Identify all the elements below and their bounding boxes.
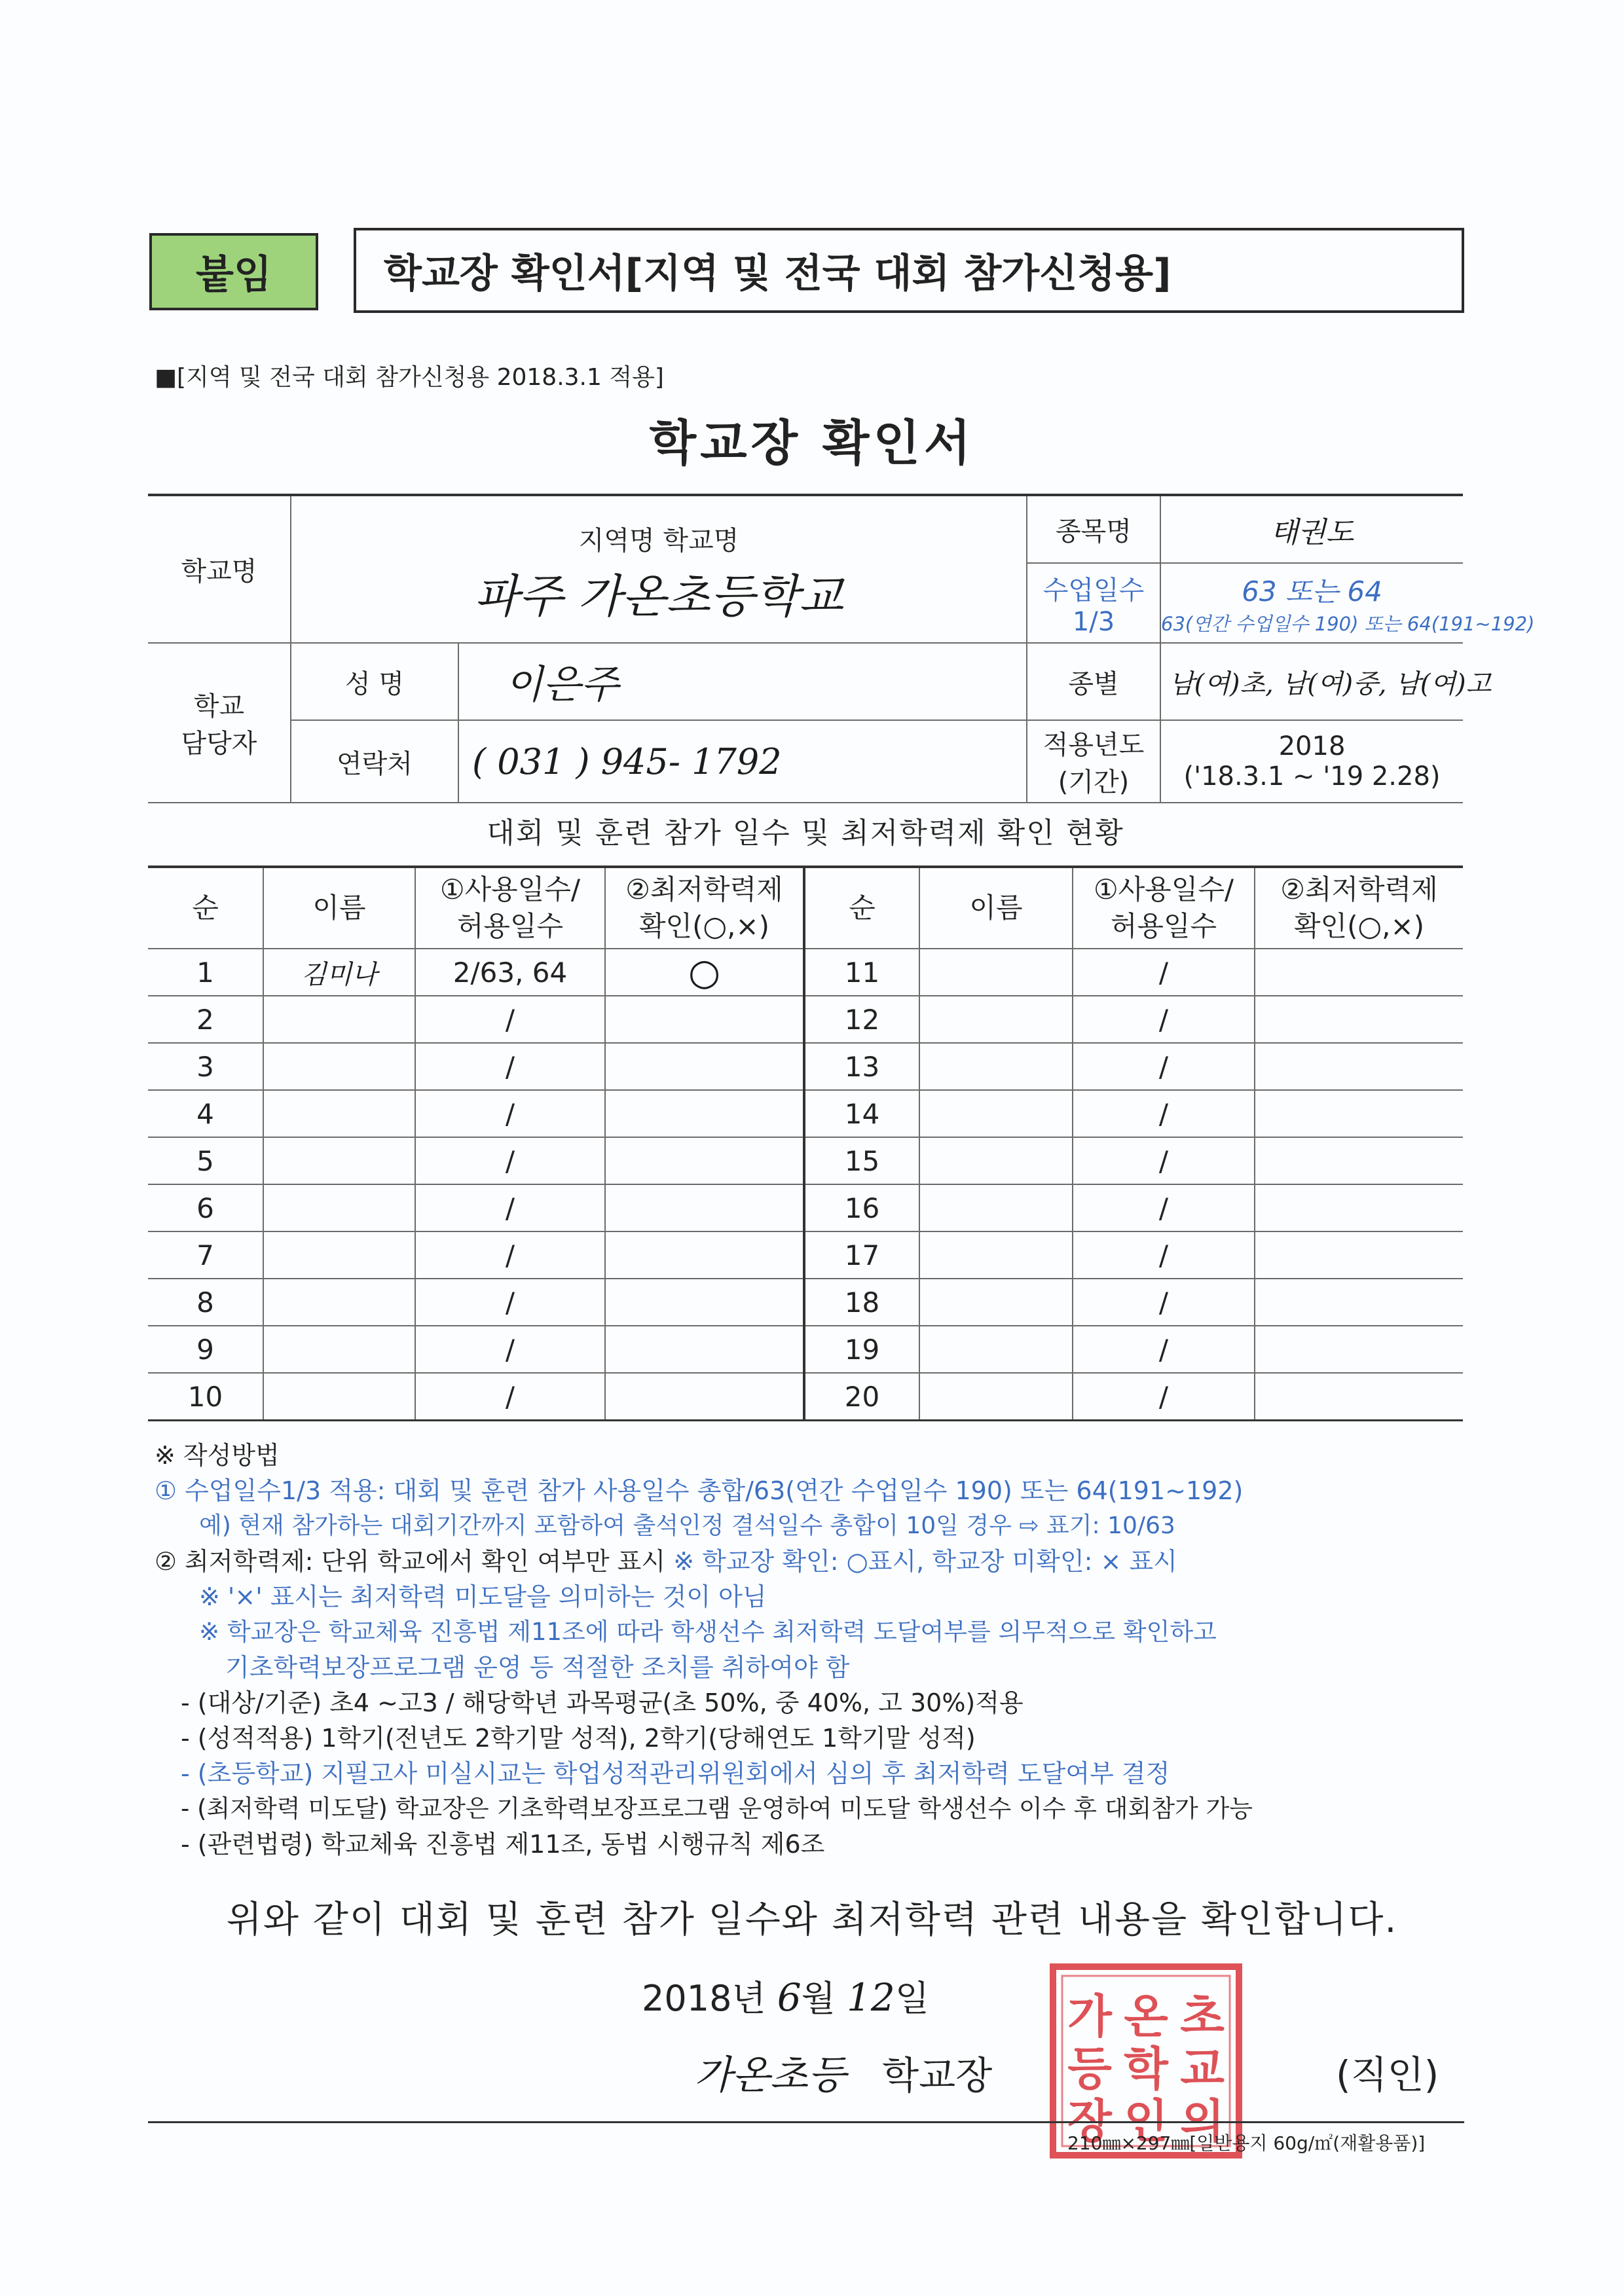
contact-label: 연락처 <box>291 720 458 803</box>
participant-days: / <box>415 1279 605 1326</box>
col-min <box>605 867 804 949</box>
participant-days: / <box>1073 1326 1255 1373</box>
participant-name <box>919 1137 1073 1184</box>
class-days-value: 63 또는 64 <box>1242 575 1382 608</box>
participant-days: / <box>1073 1090 1255 1137</box>
participant-seq: 7 <box>148 1231 263 1279</box>
participant-check <box>605 1231 804 1279</box>
seal-char-3: 초 <box>1180 1989 1225 2043</box>
participant-seq: 4 <box>148 1090 263 1137</box>
instruction-bullet-2: - (성적적용) 1학기(전년도 2학기말 성적), 2학기(당해연도 1학기말 성적) <box>181 1724 976 1753</box>
participant-name <box>919 1231 1073 1279</box>
participant-days: / <box>1073 949 1255 996</box>
period-value: ('18.3.1 ~ '19 2.28) <box>1183 761 1441 792</box>
participant-days: / <box>1073 1043 1255 1090</box>
instructions-heading: ※ 작성방법 <box>155 1441 280 1470</box>
participant-row <box>148 1184 1463 1231</box>
participant-days: 2/63, 64 <box>415 949 605 996</box>
sport-value: 태권도 <box>1160 495 1463 563</box>
principal-line <box>694 2044 992 2100</box>
participant-row <box>148 1137 1463 1184</box>
participant-name <box>263 1373 415 1421</box>
participant-seq: 9 <box>148 1326 263 1373</box>
participant-check <box>1255 1231 1463 1279</box>
participant-name <box>263 1137 415 1184</box>
seal-char-1: 가 <box>1067 1989 1112 2043</box>
school-label: 학교명 <box>148 495 291 643</box>
participants-header-row <box>148 867 1463 949</box>
date-day-unit: 일 <box>895 1978 929 2019</box>
participant-check <box>1255 1184 1463 1231</box>
participant-days: / <box>415 1373 605 1421</box>
header-title: 학교장 확인서[지역 및 전국 대회 참가신청용] <box>354 228 1464 313</box>
seal-char-2: 온 <box>1124 1989 1168 2043</box>
participant-seq: 3 <box>148 1043 263 1090</box>
participant-check <box>1255 1090 1463 1137</box>
participant-seq: 18 <box>804 1279 919 1326</box>
participant-check <box>605 1043 804 1090</box>
col-seq: 순 <box>148 867 263 949</box>
participant-days: / <box>1073 1184 1255 1231</box>
participant-days: / <box>1073 1231 1255 1279</box>
participant-seq: 15 <box>804 1137 919 1184</box>
participant-row <box>148 1373 1463 1421</box>
instruction-bullet-4: - (최저학력 미도달) 학교장은 기초학력보장프로그램 운영하여 미도달 학생선수 이수 후 대회참가 가능 <box>181 1795 1253 1823</box>
participant-check <box>605 1326 804 1373</box>
col-days-2 <box>1073 867 1255 949</box>
participant-name <box>919 1090 1073 1137</box>
instruction-bullet-1: - (대상/기준) 초4 ~고3 / 해당학년 과목평균(초 50%, 중 40%, 고 30%)적용 <box>181 1688 1024 1717</box>
seal-char-7: 장 <box>1067 2094 1112 2148</box>
sport-label: 종목명 <box>1027 495 1160 563</box>
instruction-note-2-line2: 기초학력보장프로그램 운영 등 적절한 조치를 취하여야 함 <box>225 1653 850 1682</box>
participant-row <box>148 996 1463 1043</box>
footer-divider <box>148 2121 1464 2123</box>
participant-name <box>919 949 1073 996</box>
participant-check <box>1255 1043 1463 1090</box>
participant-seq: 10 <box>148 1373 263 1421</box>
participant-name <box>263 1090 415 1137</box>
name-label: 성 명 <box>291 643 458 720</box>
school-info-table <box>148 494 1535 803</box>
participant-check <box>1255 1137 1463 1184</box>
instruction-item-1-example: 예) 현재 참가하는 대회기간까지 포함하여 출석인정 결석일수 총합이 10일 경우 ⇨ 표기: 10/63 <box>199 1512 1175 1539</box>
participant-name <box>919 1043 1073 1090</box>
section-title: 대회 및 훈련 참가 일수 및 최저학력제 확인 현황 <box>487 816 1124 850</box>
class-days-cell <box>1160 563 1535 643</box>
seal-label: (직인) <box>1336 2052 1439 2097</box>
participant-days: / <box>1073 1373 1255 1421</box>
paper-spec: 210㎜×297㎜[일반용지 60g/㎡(재활용품)] <box>1067 2132 1426 2154</box>
col-min-2-line2: 확인(○,×) <box>1293 910 1425 942</box>
principal-school-name: 가온초등 <box>694 2052 846 2098</box>
participant-seq: 20 <box>804 1373 919 1421</box>
participant-seq: 5 <box>148 1137 263 1184</box>
participant-days: / <box>415 1184 605 1231</box>
participant-seq: 19 <box>804 1326 919 1373</box>
category-value: 남(여)초, 남(여)중, 남(여)고 <box>1160 643 1463 720</box>
participant-name <box>919 1184 1073 1231</box>
participant-days: / <box>1073 1279 1255 1326</box>
participant-seq: 16 <box>804 1184 919 1231</box>
participant-check <box>605 1137 804 1184</box>
instruction-item-2-prefix: ② 최저학력제: 단위 학교에서 확인 여부만 표시 <box>155 1547 666 1576</box>
participant-row <box>148 1279 1463 1326</box>
participant-seq: 6 <box>148 1184 263 1231</box>
year-label-2: (기간) <box>1058 767 1130 797</box>
col-days <box>415 867 605 949</box>
instruction-item-2 <box>155 1544 1464 1579</box>
participant-seq: 13 <box>804 1043 919 1090</box>
participant-days: / <box>415 1137 605 1184</box>
col-days-2-line2: 허용일수 <box>1110 910 1217 942</box>
participant-row <box>148 1043 1463 1090</box>
participant-check <box>1255 1373 1463 1421</box>
category-label: 종별 <box>1027 643 1160 720</box>
seal-char-6: 교 <box>1180 2041 1225 2096</box>
participant-row <box>148 1231 1463 1279</box>
seal-char-8: 인 <box>1124 2094 1168 2148</box>
principal-title: 학교장 <box>882 2053 993 2098</box>
participant-days: / <box>1073 996 1255 1043</box>
date-line <box>642 1971 929 2021</box>
col-seq-2: 순 <box>804 867 919 949</box>
year-label <box>1027 720 1160 803</box>
participant-check <box>605 1090 804 1137</box>
contact-value: ( 031 ) 945- 1792 <box>458 720 1027 803</box>
class-days-label <box>1027 563 1160 643</box>
participant-check <box>605 1184 804 1231</box>
col-name-2: 이름 <box>919 867 1073 949</box>
participant-days: / <box>1073 1137 1255 1184</box>
date-year: 2018년 <box>642 1978 766 2019</box>
participant-seq: 14 <box>804 1090 919 1137</box>
participant-name <box>919 1326 1073 1373</box>
participant-seq: 8 <box>148 1279 263 1326</box>
class-days-label-1: 수업일수 <box>1043 575 1145 606</box>
instruction-note-2-line1: ※ 학교장은 학교체육 진흥법 제11조에 따라 학생선수 최저학력 도달여부를 의무적으로 확인하고 <box>199 1618 1217 1646</box>
year-cell <box>1160 720 1463 803</box>
form-note: ■[지역 및 전국 대회 참가신청용 2018.3.1 적용] <box>155 364 664 391</box>
participant-seq: 17 <box>804 1231 919 1279</box>
instructions <box>155 1438 1464 1862</box>
date-month: 6 <box>777 1975 802 2020</box>
participant-check <box>605 1373 804 1421</box>
instruction-bullet-3: - (초등학교) 지필고사 미실시교는 학업성적관리위원회에서 심의 후 최저학력 도달여부 결정 <box>181 1759 1170 1788</box>
participant-row <box>148 1326 1463 1373</box>
participant-name <box>263 1043 415 1090</box>
participant-check <box>1255 996 1463 1043</box>
attachment-tag: 붙임 <box>149 233 318 310</box>
participant-seq: 12 <box>804 996 919 1043</box>
seal-char-9: 의 <box>1180 2094 1225 2148</box>
year-label-1: 적용년도 <box>1043 730 1145 760</box>
participant-name <box>919 1373 1073 1421</box>
participant-seq: 2 <box>148 996 263 1043</box>
instruction-note-1: ※ '×' 표시는 최저학력 미도달을 의미하는 것이 아님 <box>199 1582 767 1611</box>
instruction-bullet-5: - (관련법령) 학교체육 진흥법 제11조, 동법 시행규칙 제6조 <box>181 1830 825 1859</box>
col-days-2-line1: ①사용일수/ <box>1093 873 1234 905</box>
participant-days: / <box>415 1043 605 1090</box>
participant-days: / <box>415 996 605 1043</box>
participant-days: / <box>415 1090 605 1137</box>
region-school-label: 지역명 학교명 <box>578 525 739 556</box>
instruction-item-2-suffix: ※ 학교장 확인: ○표시, 학교장 미확인: × 표시 <box>673 1547 1177 1576</box>
staff-label-1: 학교 <box>193 691 245 721</box>
participant-check <box>1255 1279 1463 1326</box>
col-min-2 <box>1255 867 1463 949</box>
school-name-value: 파주 가온초등학교 <box>474 569 843 623</box>
col-min-line2: 확인(○,×) <box>638 910 770 942</box>
participant-days: / <box>415 1326 605 1373</box>
participant-name <box>263 1184 415 1231</box>
date-day: 12 <box>847 1975 895 2020</box>
staff-label <box>148 643 291 803</box>
participant-seq: 11 <box>804 949 919 996</box>
instruction-item-1: ① 수업일수1/3 적용: 대회 및 훈련 참가 사용일수 총합/63(연간 수업일수 190) 또는 64(191~192) <box>155 1476 1244 1505</box>
col-min-line1: ②최저학력제 <box>625 873 783 905</box>
participant-row <box>148 949 1463 996</box>
class-days-label-2: 1/3 <box>1072 606 1115 637</box>
participant-check <box>1255 949 1463 996</box>
participant-name <box>263 1326 415 1373</box>
participant-name <box>263 1279 415 1326</box>
staff-label-2: 담당자 <box>181 729 257 759</box>
document-title: 학교장 확인서 <box>649 415 975 471</box>
col-name: 이름 <box>263 867 415 949</box>
col-min-2-line1: ②최저학력제 <box>1280 873 1438 905</box>
participant-name: 김미나 <box>263 949 415 996</box>
school-cell <box>291 495 1027 643</box>
participant-name <box>919 1279 1073 1326</box>
class-days-note: 63(연간 수업일수 190) 또는 64(191~192) <box>1161 612 1535 635</box>
participant-check <box>605 1279 804 1326</box>
participant-name <box>263 1231 415 1279</box>
confirmation-text: 위와 같이 대회 및 훈련 참가 일수와 최저학력 관련 내용을 확인합니다. <box>226 1899 1398 1941</box>
participants-table <box>148 866 1463 1421</box>
col-days-line2: 허용일수 <box>456 910 564 942</box>
col-days-line1: ①사용일수/ <box>439 873 581 905</box>
date-month-unit: 월 <box>801 1978 836 2019</box>
participant-row <box>148 1090 1463 1137</box>
participant-days: / <box>415 1231 605 1279</box>
participant-check: ○ <box>605 949 804 996</box>
participant-check <box>605 996 804 1043</box>
participant-name <box>919 996 1073 1043</box>
seal-char-5: 학 <box>1124 2041 1168 2096</box>
seal-char-4: 등 <box>1067 2041 1112 2096</box>
participant-name <box>263 996 415 1043</box>
participant-seq: 1 <box>148 949 263 996</box>
staff-name-value: 이은주 <box>458 643 1027 720</box>
participant-check <box>1255 1326 1463 1373</box>
year-value: 2018 <box>1278 731 1346 761</box>
